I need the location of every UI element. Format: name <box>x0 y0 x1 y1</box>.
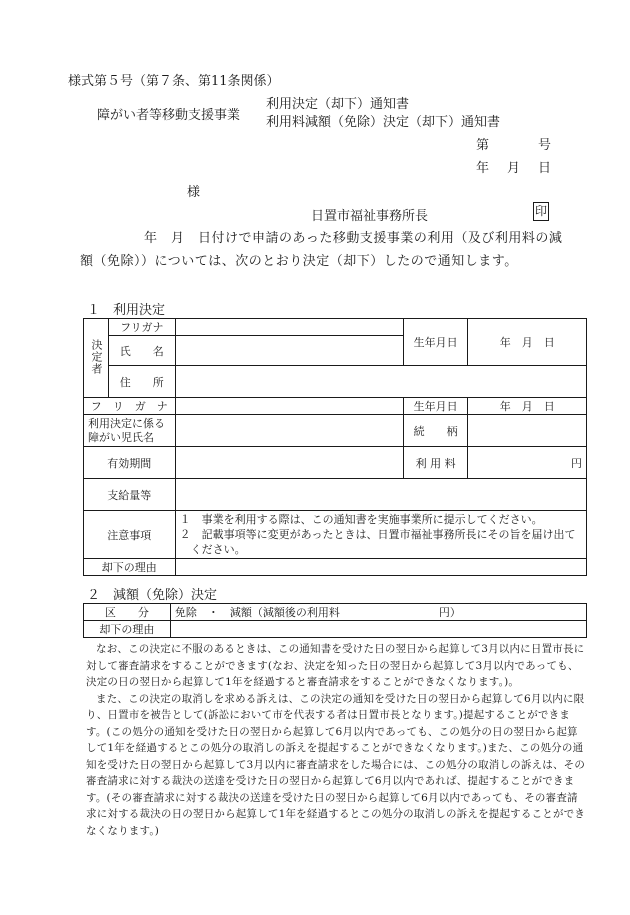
category-value: 免除 ・ 減額（減額後の利用料 円） <box>170 604 586 621</box>
number-go: 号 <box>538 138 552 153</box>
furigana-value <box>175 319 403 336</box>
appeal-note-2: また、この決定の取消しを求める訴えは、この決定の通知を受けた日の翌日から起算して6月以内に限り、日置市を被告として(訴訟において市を代表する者は日置市長となります。)提起することができます。(この処分の通知を受けた日の翌日から起算して6月以内であっても、この処分の日の翌日から起算して1年を経過するとこの処分の取消しの訴えを提起することができなくなります。)また、この処分の通知を受けた日の翌日から起算して3月以内に審査請求をした場合には、この処分の取消しの訴えは、その審査請求に対する裁決の送達を受けた日の翌日から起算して6月以内であれば、提起することができます。(その審査請求に対する裁決の送達を受けた日の翌日から起算して6月以内であっても、その審査請求に対する裁決の日の翌日から起算して1年を経過するとこの処分の取消しの訴えを提起することができなくなります。) <box>86 692 586 837</box>
supply-value <box>175 479 586 511</box>
furigana-label: フリガナ <box>109 319 176 336</box>
child-name-label: 利用決定に係る障がい児氏名 <box>84 415 176 447</box>
title-right-1: 利用決定（却下）通知書 <box>266 97 410 112</box>
reject-reason-value <box>175 559 586 576</box>
section2-heading: ２ 減額（免除）決定 <box>87 588 218 603</box>
date-day: 日 <box>538 161 552 176</box>
name-label: 氏 名 <box>109 336 176 366</box>
birth-value: 年 月 日 <box>468 319 587 366</box>
valid-period-value <box>175 447 403 479</box>
address-label: 住 所 <box>109 366 176 398</box>
number-dai: 第 <box>476 138 490 153</box>
reduction-reject-label: 却下の理由 <box>84 621 171 638</box>
child-furigana-value <box>175 398 403 415</box>
child-name-value <box>175 415 403 447</box>
name-value <box>175 336 403 366</box>
birth-label: 生年月日 <box>403 319 468 366</box>
supply-label: 支給量等 <box>84 479 176 511</box>
issuer: 日置市福祉事務所長 <box>311 209 429 224</box>
notice-content <box>175 511 586 559</box>
reduction-table <box>83 603 587 638</box>
appeal-notes <box>86 641 586 839</box>
valid-period-label: 有効期間 <box>84 447 176 479</box>
child-birth-label: 生年月日 <box>403 398 468 415</box>
notice-item-1: １ 事業を利用する際は、この通知書を実施事業所に提示してください。 <box>179 513 543 526</box>
title-left: 障がい者等移動支援事業 <box>97 108 241 123</box>
seal-stamp: 印 <box>533 202 549 221</box>
date-year: 年 <box>476 161 490 176</box>
appeal-note-1: なお、この決定に不服のあるときは、この通知書を受けた日の翌日から起算して3月以内に日置市長に対して審査請求をすることができます(なお、決定を知った日の翌日から起算して3月以内であっても、決定の日の翌日から起算して1年を経過すると審査請求をすることができなくなります。)。 <box>86 643 585 688</box>
fee-label: 利 用 料 <box>403 447 468 479</box>
reduction-reject-value <box>170 621 586 638</box>
fee-unit: 円 <box>468 447 587 479</box>
title-right-2: 利用料減額（免除）決定（却下）通知書 <box>266 115 501 130</box>
child-birth-value: 年 月 日 <box>468 398 587 415</box>
document-number <box>476 134 556 153</box>
relation-label: 続 柄 <box>403 415 468 447</box>
form-number: 様式第５号（第７条、第11条関係） <box>68 74 280 89</box>
decision-table <box>83 318 587 576</box>
address-value <box>175 366 586 398</box>
relation-value <box>468 415 587 447</box>
decider-label-cell <box>84 319 109 398</box>
notice-item-2: ２ 記載事項等に変更があったときは、日置市福祉事務所長にその旨を届け出てください。 <box>179 528 576 556</box>
section1-heading: １ 利用決定 <box>87 303 166 318</box>
child-furigana-label: フ リ ガ ナ <box>84 398 176 415</box>
body-text: 年 月 日付けで申請のあった移動支援事業の利用（及び利用料の減額（免除））については、次のとおり決定（却下）したので通知します。 <box>80 231 563 269</box>
notice-label: 注意事項 <box>84 511 176 559</box>
category-label: 区 分 <box>84 604 171 621</box>
reject-reason-label: 却下の理由 <box>84 559 176 576</box>
decider-label: 決定者 <box>90 338 103 375</box>
date-month: 月 <box>507 161 521 176</box>
addressee-suffix: 様 <box>187 185 201 200</box>
